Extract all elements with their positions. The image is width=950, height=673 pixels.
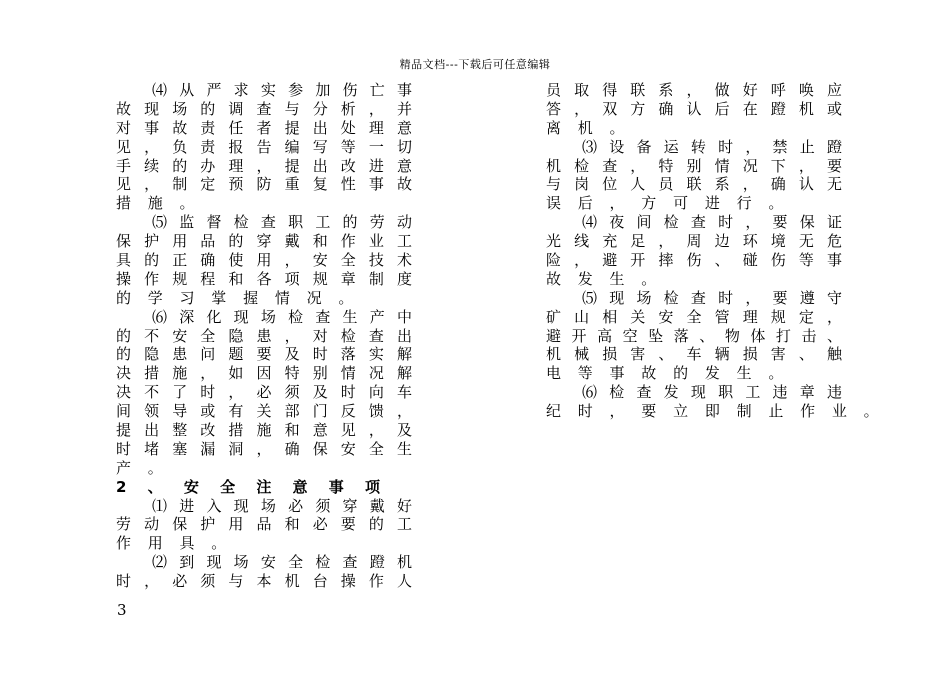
page-header: 精品文档---下载后可任意编辑	[399, 58, 551, 71]
text-line: ⑶ 设 备 运 转 时 ， 禁 止 蹬	[582, 137, 842, 156]
text-line: 故 现 场 的 调 查 与 分 析 ， 并	[116, 99, 412, 118]
text-line: 保 护 用 品 的 穿 戴 和 作 业 工	[116, 232, 412, 251]
text-line: ⑵ 到 现 场 安 全 检 查 蹬 机	[152, 553, 412, 572]
text-line: 决 措 施 ， 如 因 特 别 情 况 解	[116, 364, 412, 383]
text-line: 操 作 规 程 和 各 项 规 章 制 度	[116, 269, 412, 288]
text-line: 时 ， 必 须 与 本 机 台 操 作 人	[116, 572, 412, 591]
text-line: 见 ， 制 定 预 防 重 复 性 事 故	[116, 175, 412, 194]
text-line: 光 线 充 足 ， 周 边 环 境 无 危	[546, 232, 842, 251]
text-line: 险 ， 避 开 摔 伤 、 碰 伤 等 事	[546, 251, 842, 270]
text-line: 故 发 生 。	[546, 269, 663, 288]
right-text-column	[546, 81, 885, 421]
text-line: ⑸ 监 督 检 查 职 工 的 劳 动	[152, 213, 412, 232]
text-line: ⑴ 进 入 现 场 必 须 穿 戴 好	[152, 496, 412, 515]
text-line: 产 。	[116, 458, 169, 477]
text-line: 见 ， 负 责 报 告 编 写 等 一 切	[116, 137, 412, 156]
text-line: 作 用 具 。	[116, 534, 233, 553]
page-number: 3	[117, 601, 127, 619]
text-line: 员 取 得 联 系 ， 做 好 呼 唤 应	[546, 81, 842, 99]
text-line: 手 续 的 办 理 ， 提 出 改 进 意	[116, 156, 412, 175]
text-line: 机 械 损 害 、 车 辆 损 害 、 触	[546, 345, 842, 364]
text-line: 误 后 ， 方 可 进 行 。	[546, 194, 790, 213]
text-line: 决 不 了 时 ， 必 须 及 时 向 车	[116, 383, 412, 402]
text-line: 劳 动 保 护 用 品 和 必 要 的 工	[116, 515, 412, 534]
text-line: 矿 山 相 关 安 全 管 理 规 定 ，	[546, 307, 842, 326]
text-line: ⑷ 夜 间 检 查 时 ， 要 保 证	[582, 213, 842, 232]
text-line: ⑹ 检 查 发 现 职 工 违 章 违	[582, 383, 842, 402]
text-line: 的 隐 患 问 题 要 及 时 落 实 解	[116, 345, 412, 364]
text-line: 的 不 安 全 隐 患 ， 对 检 查 出	[116, 326, 412, 345]
text-line: 纪 时 ， 要 立 即 制 止 作 业 。	[546, 402, 885, 421]
text-line: 机 检 查 ， 特 别 情 况 下 ， 要	[546, 156, 842, 175]
text-line: 的 学 习 掌 握 情 况 。	[116, 288, 360, 307]
text-line: 避 开 高 空 坠 落 、 物 体 打 击 、	[546, 326, 842, 345]
section-heading: 2 、 安 全 注 意 事 项	[116, 477, 388, 496]
text-line: 离 机 。	[546, 118, 631, 137]
text-line: 具 的 正 确 使 用 ， 安 全 技 术	[116, 251, 412, 270]
text-line: 答 ， 双 方 确 认 后 在 蹬 机 或	[546, 99, 842, 118]
text-line: ⑹ 深 化 现 场 检 查 生 产 中	[152, 307, 412, 326]
text-line: 对 事 故 责 任 者 提 出 处 理 意	[116, 118, 412, 137]
text-line: 电 等 事 故 的 发 生 。	[546, 364, 790, 383]
text-line: ⑸ 现 场 检 查 时 ， 要 遵 守	[582, 288, 842, 307]
text-line: 提 出 整 改 措 施 和 意 见 ， 及	[116, 421, 412, 440]
text-line: ⑷ 从 严 求 实 参 加 伤 亡 事	[152, 81, 412, 99]
text-line: 时 堵 塞 漏 洞 ， 确 保 安 全 生	[116, 439, 412, 458]
text-line: 与 岗 位 人 员 联 系 ， 确 认 无	[546, 175, 842, 194]
text-line: 间 领 导 或 有 关 部 门 反 馈 ，	[116, 402, 412, 421]
text-line: 措 施 。	[116, 194, 201, 213]
left-text-column	[116, 81, 412, 591]
